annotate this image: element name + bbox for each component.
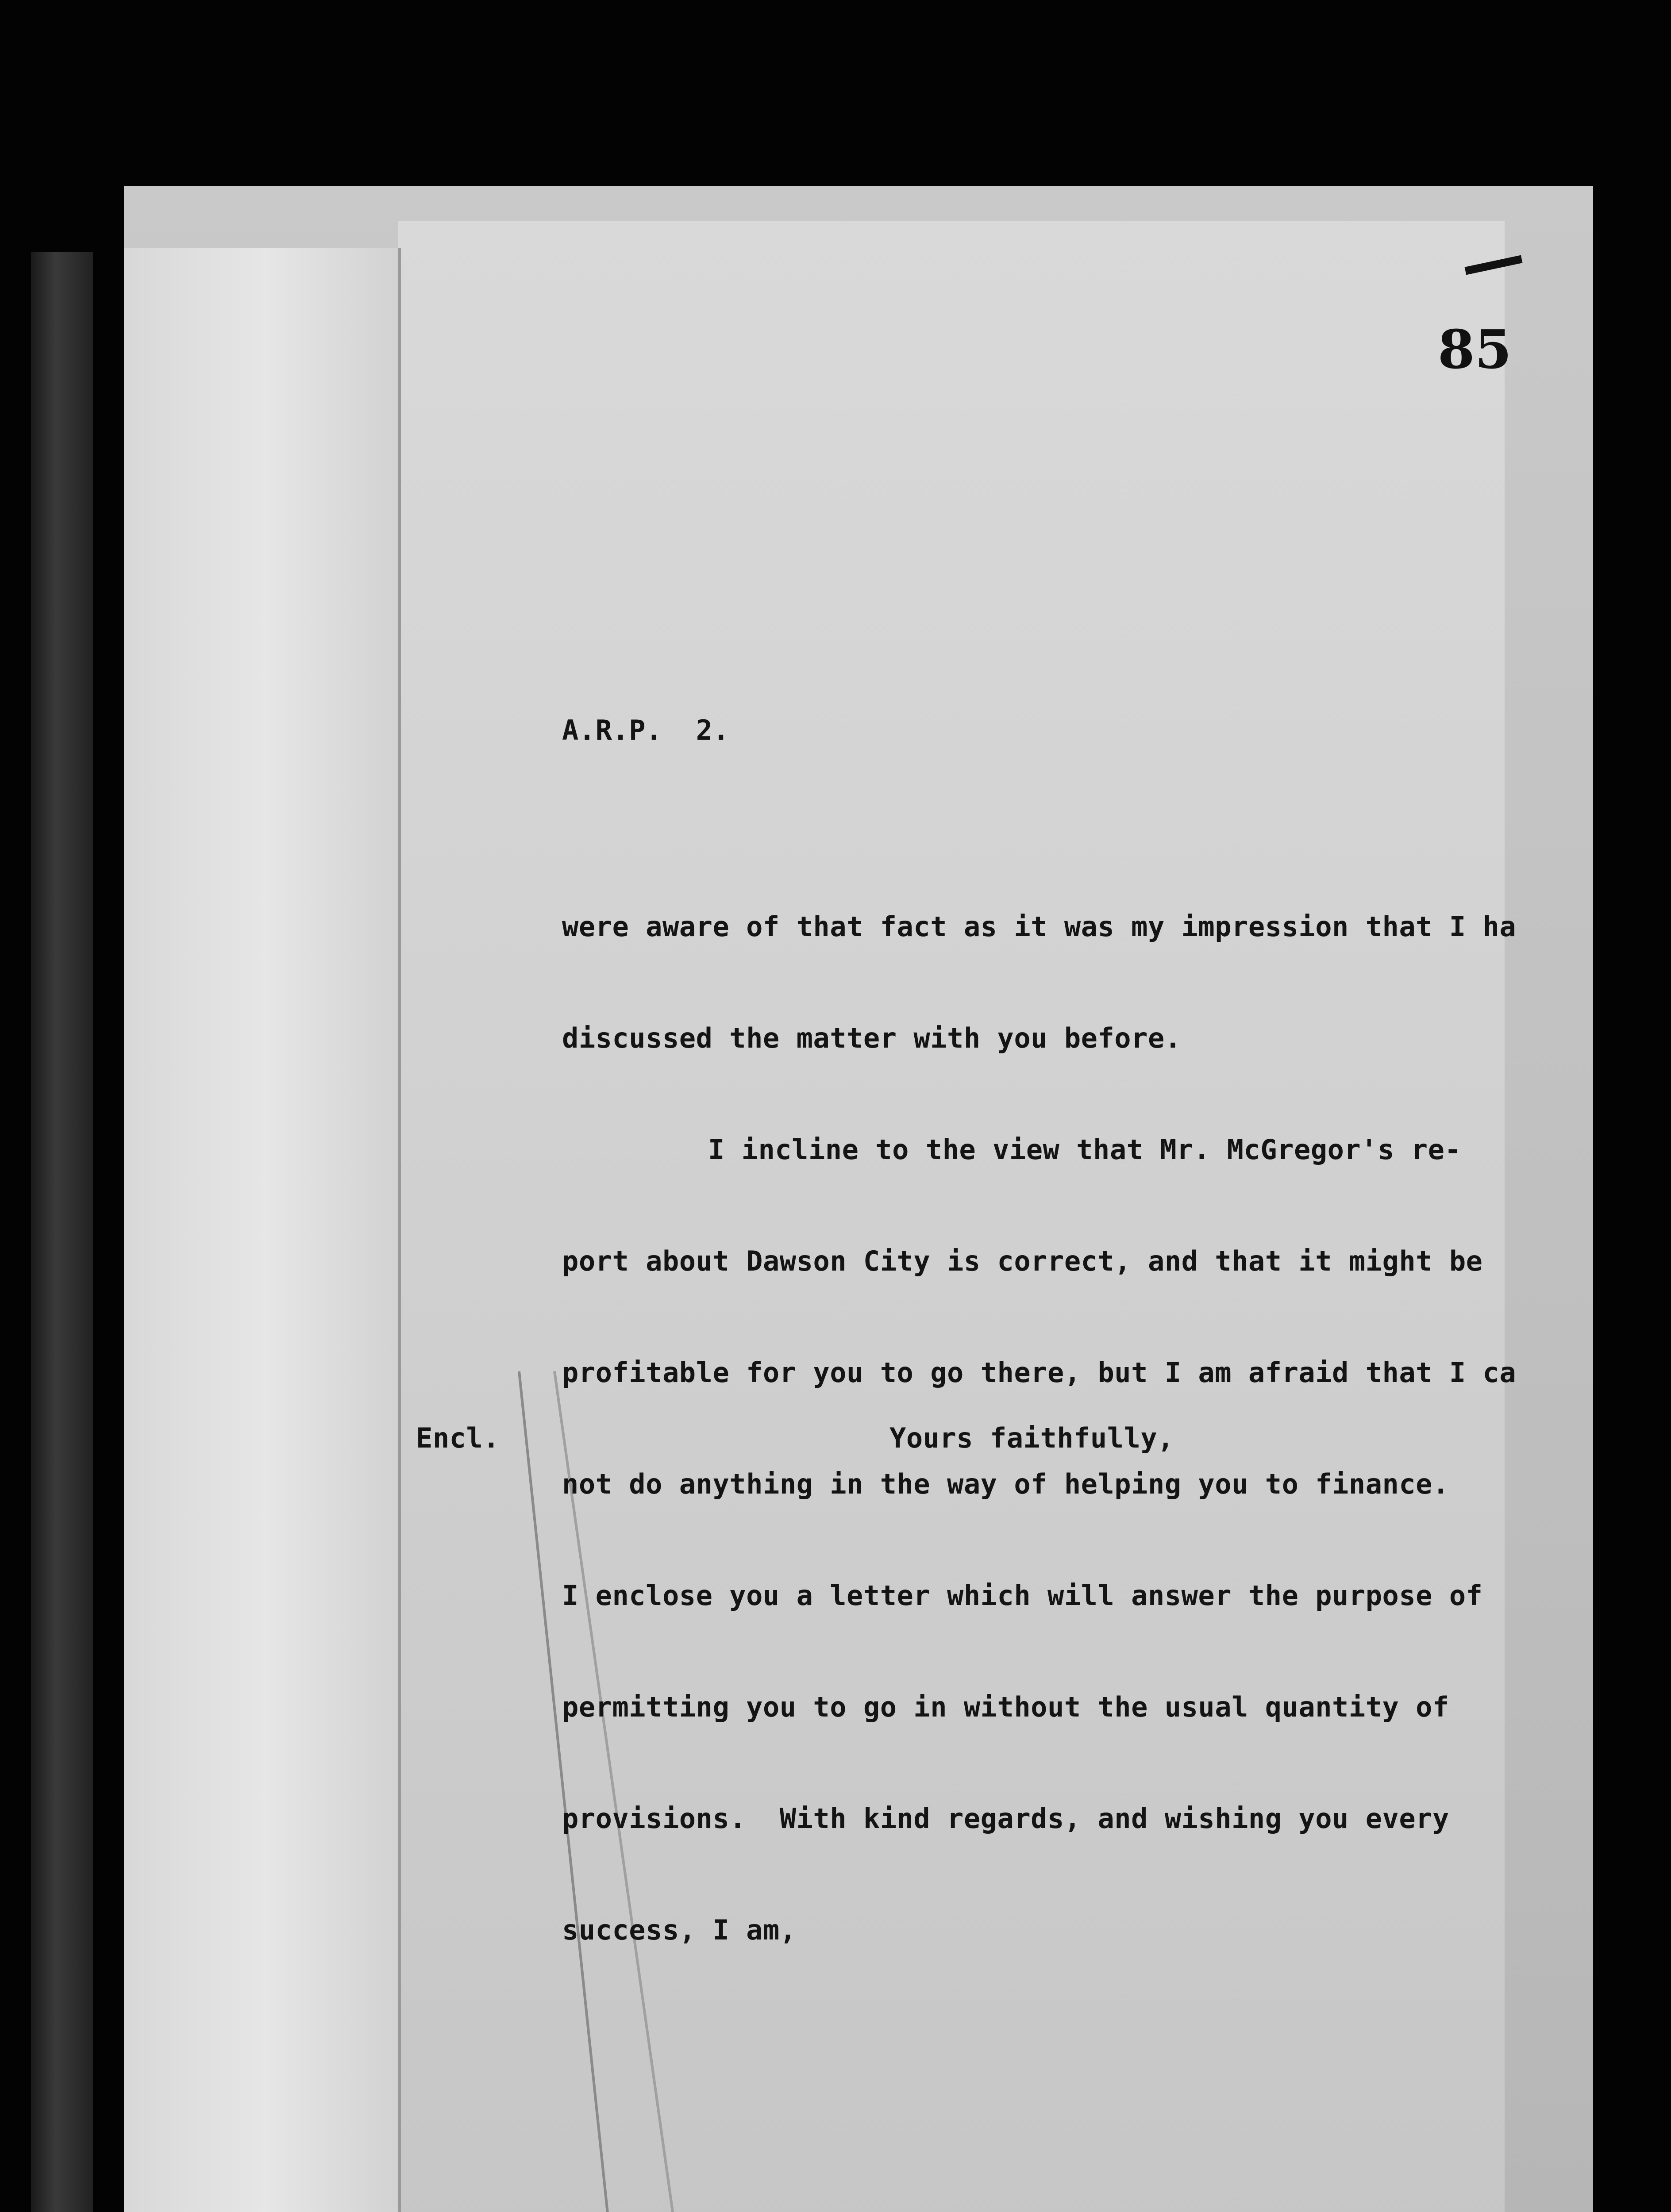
- body-line: profitable for you to go there, but I am afraid that I ca: [562, 1356, 1517, 1389]
- body-line: provisions. With kind regards, and wishing you every: [562, 1802, 1449, 1835]
- film-edge-strip: [31, 252, 93, 2212]
- body-line: I enclose you a letter which will answer the purpose of: [562, 1579, 1483, 1612]
- body-line: permitting you to go in without the usual quantity of: [562, 1691, 1449, 1723]
- enclosure-note: Encl.: [416, 1422, 500, 1454]
- letter-header: A.R.P. 2.: [562, 714, 730, 746]
- body-line: success, I am,: [562, 1914, 797, 1946]
- closing-salutation: Yours faithfully,: [889, 1422, 1174, 1454]
- body-line: not do anything in the way of helping you to finance.: [562, 1468, 1449, 1500]
- folded-paper-edge: [124, 248, 410, 2212]
- body-line: were aware of that fact as it was my impression that I ha: [562, 910, 1517, 943]
- body-line: port about Dawson City is correct, and that it might be: [562, 1245, 1483, 1277]
- body-line: discussed the matter with you before.: [562, 1022, 1182, 1054]
- page-number: 85: [1438, 319, 1512, 381]
- page-crease: [398, 248, 401, 2212]
- body-line: I incline to the view that Mr. McGregor's re-: [708, 1133, 1462, 1166]
